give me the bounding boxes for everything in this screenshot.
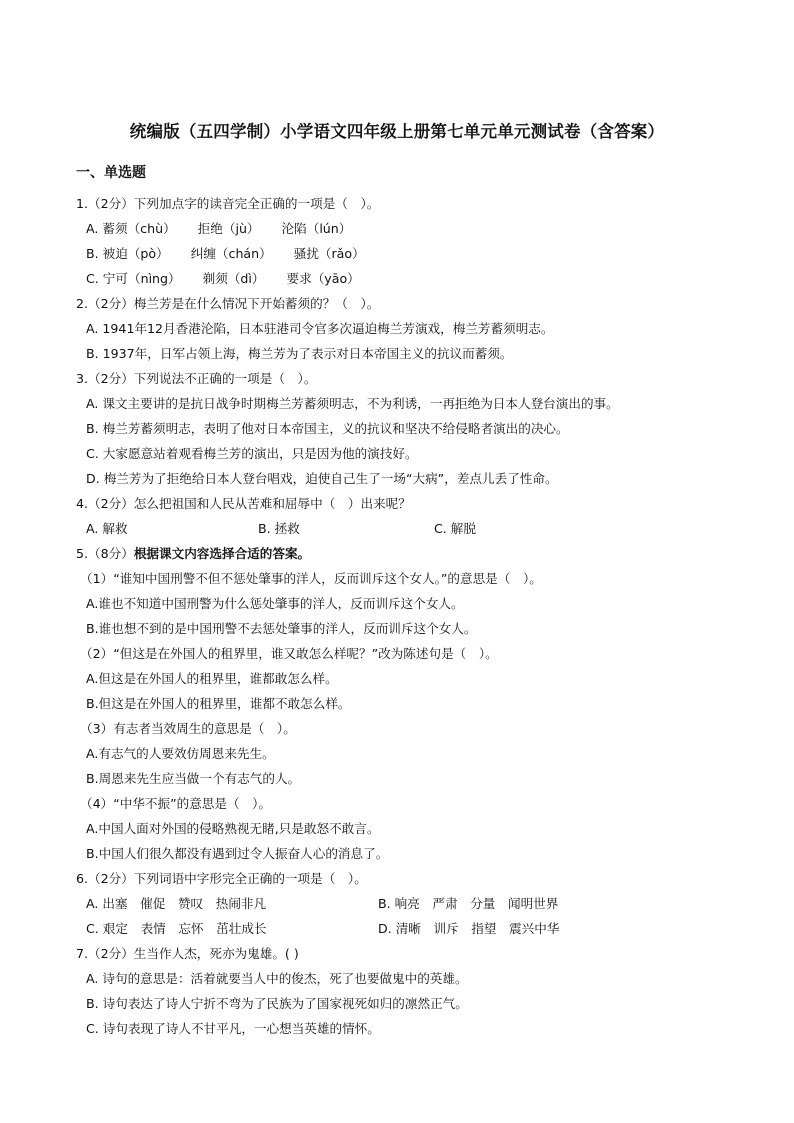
question-5-sub-2-option-b[interactable]: B.但这是在外国人的租界里，谁都不敢怎么样。	[86, 696, 351, 711]
question-1-option-c[interactable]	[86, 271, 360, 287]
page-title: 统编版（五四学制）小学语文四年级上册第七单元单元测试卷（含答案）	[129, 122, 665, 141]
question-6-stem: 6.（2分）下列词语中字形完全正确的一项是（ ）。	[76, 871, 367, 886]
question-3-option-b[interactable]: B. 梅兰芳蓄须明志，表明了他对日本帝国主，义的抗议和坚决不给侵略者演出的决心。	[86, 421, 569, 436]
question-6-option-d[interactable]: D. 清晰 训斥 指望 震兴中华	[378, 921, 560, 936]
option-c-word-3: 要求（yāo）	[286, 271, 360, 286]
question-3-option-d[interactable]: D. 梅兰芳为了拒绝给日本人登台唱戏，迫使自己生了一场“大病”，差点儿丢了性命。	[86, 471, 558, 486]
option-b-word-3: 骚扰（rǎo）	[293, 246, 365, 261]
question-5-sub-4: （4）“中华不振”的意思是（ ）。	[80, 796, 272, 811]
question-7-option-b[interactable]: B. 诗句表达了诗人宁折不弯为了民族为了国家视死如归的凛然正气。	[86, 996, 468, 1011]
option-b-word-1: B. 被迫（pò）	[86, 246, 169, 261]
option-a-word-2: 拒绝（jù）	[197, 221, 260, 236]
question-2-option-a[interactable]: A. 1941年12月香港沦陷，日本驻港司令官多次逼迫梅兰芳演戏，梅兰芳蓄须明志。	[86, 321, 554, 336]
question-6-option-a[interactable]: A. 出塞 催促 赞叹 热闹非凡	[86, 896, 267, 911]
question-2-stem: 2.（2分）梅兰芳是在什么情况下开始蓄须的？（ ）。	[76, 296, 380, 311]
question-6-option-b[interactable]: B. 响亮 严肃 分量 闻明世界	[378, 896, 559, 911]
question-5-sub-1: （1）“谁知中国刑警不但不惩处肇事的洋人，反而训斥这个女人。”的意思是（ ）。	[80, 571, 542, 586]
option-b-word-2: 纠缠（chán）	[190, 246, 272, 261]
question-5-stem	[76, 546, 310, 562]
question-5-score: 5.（8分）	[76, 546, 134, 561]
question-5-sub-4-option-a[interactable]: A.中国人面对外国的侵略熟视无睹,只是敢怒不敢言。	[86, 821, 380, 836]
question-5-sub-2: （2）“但这是在外国人的租界里，谁又敢怎么样呢？”改为陈述句是（ ）。	[80, 646, 498, 661]
question-3-stem: 3.（2分）下列说法不正确的一项是（ ）。	[76, 371, 317, 386]
option-a-word-1: A. 蓄须（chù）	[86, 221, 176, 236]
question-1-option-b[interactable]	[86, 246, 365, 262]
question-3-option-a[interactable]: A. 课文主要讲的是抗日战争时期梅兰芳蓄须明志，不为利诱，一再拒绝为日本人登台演出的事。	[86, 396, 619, 411]
question-5-sub-2-option-a[interactable]: A.但这是在外国人的租界里，谁都敢怎么样。	[86, 671, 338, 686]
question-5-sub-3-option-a[interactable]: A.有志气的人要效仿周恩来先生。	[86, 746, 275, 761]
option-a-word-3: 沦陷（lún）	[281, 221, 352, 236]
question-5-instruction: 根据课文内容选择合适的答案。	[133, 546, 311, 561]
question-1-option-a[interactable]	[86, 221, 351, 237]
question-4-stem: 4.（2分）怎么把祖国和人民从苦难和屈辱中（ ）出来呢？	[76, 496, 411, 511]
option-c-word-2: 剃须（dì）	[202, 271, 265, 286]
question-5-sub-3: （3）有志者当效周生的意思是（ ）。	[80, 721, 296, 736]
question-5-sub-1-option-a[interactable]: A.谁也不知道中国刑警为什么惩处肇事的洋人，反而训斥这个女人。	[86, 596, 464, 611]
question-3-option-c[interactable]: C. 大家愿意站着观看梅兰芳的演出，只是因为他的演技好。	[86, 446, 418, 461]
question-4-option-a[interactable]: A. 解救	[86, 521, 128, 536]
question-6-option-c[interactable]: C. 艰定 表情 忘怀 茁壮成长	[86, 921, 267, 936]
question-7-stem: 7.（2分）生当作人杰，死亦为鬼雄。( )	[76, 946, 299, 961]
question-2-option-b[interactable]: B. 1937年，日军占领上海，梅兰芳为了表示对日本帝国主义的抗议而蓄须。	[86, 346, 513, 361]
question-5-sub-1-option-b[interactable]: B.谁也想不到的是中国刑警不去惩处肇事的洋人，反而训斥这个女人。	[86, 621, 477, 636]
question-7-option-a[interactable]: A. 诗句的意思是：活着就要当人中的俊杰，死了也要做鬼中的英雄。	[86, 971, 468, 986]
option-c-word-1: C. 宁可（nìng）	[86, 271, 181, 286]
question-5-sub-3-option-b[interactable]: B.周恩来先生应当做一个有志气的人。	[86, 771, 301, 786]
question-4-option-b[interactable]: B. 拯救	[258, 521, 300, 536]
section-heading: 一、单选题	[76, 165, 146, 181]
question-4-option-c[interactable]: C. 解脱	[434, 521, 476, 536]
question-7-option-c[interactable]: C. 诗句表现了诗人不甘平凡，一心想当英雄的情怀。	[86, 1021, 380, 1036]
question-5-sub-4-option-b[interactable]: B.中国人们很久都没有遇到过令人振奋人心的消息了。	[86, 846, 389, 861]
question-1-stem: 1.（2分）下列加点字的读音完全正确的一项是（ ）。	[76, 196, 380, 211]
